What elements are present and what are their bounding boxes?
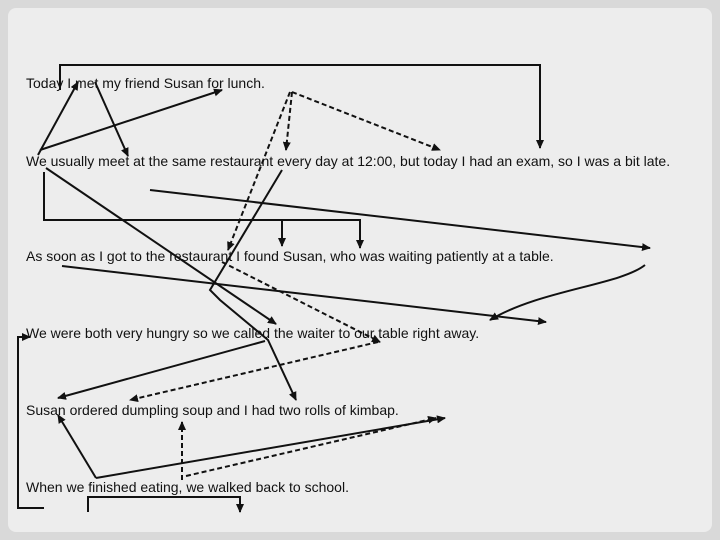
bracket-s6-bottom [88,497,240,512]
left-rail-to-s4 [18,337,44,508]
arrow-s3-to-s4-end [62,266,546,322]
sentence-5: Susan ordered dumpling soup and I had two rolls of kimbap. [26,402,399,418]
bracket-s2-to-s3-clause [44,172,360,248]
arrow-s6-to-s5-end [96,418,445,478]
arrow-s2-to-susan [40,90,222,150]
dashed-arrow-restaurant-to-waiter [222,262,380,342]
arrow-s4-to-s5 [58,341,265,398]
sentence-2: We usually meet at the same restaurant every day at 12:00, but today I had an exam, so I was a bit late. [26,153,671,169]
sentence-3: As soon as I got to the restaurant I found Susan, who was waiting patiently at a table. [26,248,554,264]
arrow-s6-to-s5 [58,415,96,478]
dashed-arrow-s6-to-kimbap [186,418,436,476]
sentence-6: When we finished eating, we walked back to school. [26,479,349,495]
bracket-arrow-s1-to-s2-end [60,65,540,148]
dashed-arrow-waiter-to-s5 [130,342,378,400]
sentence-4: We were both very hungry so we called the waiter to our table right away. [26,325,480,341]
arrow-friend-to-s2 [95,82,128,156]
dashed-arrow-lunch-to-1200 [292,92,440,150]
sentence-1: Today I met my friend Susan for lunch. [26,75,265,91]
curve-s3-end-to-s4-end [490,265,645,320]
